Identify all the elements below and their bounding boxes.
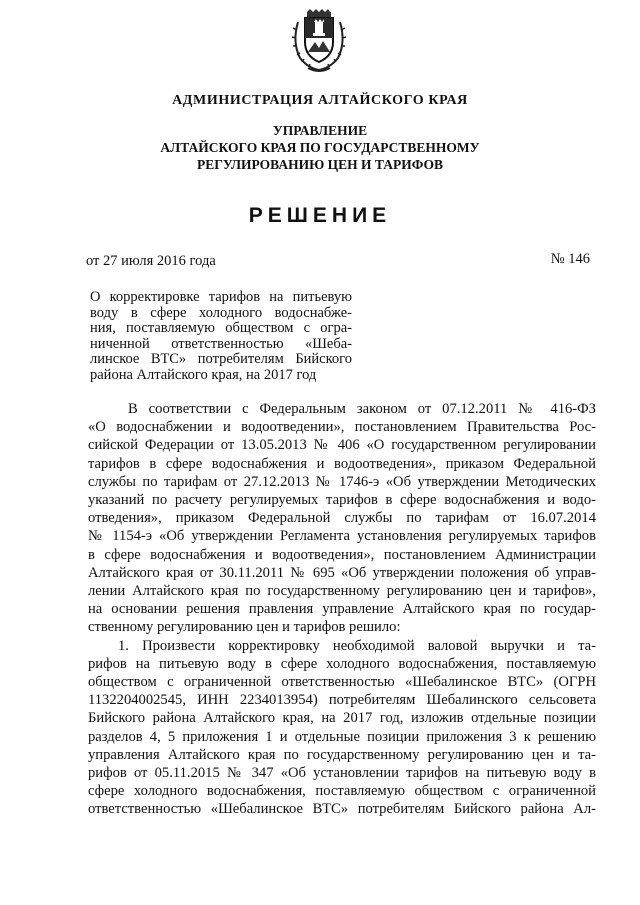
body-line: рифов на питьевую воду в сфере холодного водоснабжения, поставляемую <box>88 655 596 672</box>
body-line: 1132204002545, ИНН 2234013954) потребителям Шебалинского сельсовета <box>88 692 596 709</box>
body-line: В соответствии с Федеральным законом от 07.12.2011 № 416-ФЗ <box>128 401 596 417</box>
body-line: в сфере водоснабжения и водоотведения», постановлением Администрации <box>88 546 596 563</box>
document-subject <box>90 290 352 383</box>
department-line: УПРАВЛЕНИЕ <box>272 123 368 138</box>
subject-line: О корректировке тарифов на питьевую <box>90 289 352 305</box>
body-line: обществом с ограниченной ответственностью «Шебалинское ВТС» (ОГРН <box>88 674 596 691</box>
document-type-heading: РЕШЕНИЕ <box>248 204 392 227</box>
body-line: № 1154-э «Об утверждении Регламента установления регулируемых тарифов <box>88 528 596 545</box>
body-line: отведения», приказом Федеральной службы по тарифам от 16.07.2014 <box>88 510 596 527</box>
body-line: Бийского района Алтайского края, на 2017 год, изложив отдельные позиции <box>88 710 596 727</box>
subject-line: ния, поставляемую обществом с огра- <box>90 320 352 336</box>
department-name <box>0 122 640 173</box>
body-line: службы по тарифам от 27.12.2013 № 1746-э «Об утверждении Методических <box>88 473 596 490</box>
body-line: тарифов в сфере водоснабжения и водоотведения», приказом Федеральной <box>88 455 596 472</box>
subject-line: линское ВТС» потребителям Бийского <box>90 351 352 367</box>
body-line: лении Алтайского края по государственному регулированию цен и тарифов», <box>88 583 596 600</box>
body-line: сийской Федерации от 13.05.2013 № 406 «О государственном регулировании <box>88 437 596 454</box>
body-line: сфере холодного водоснабжения, поставляемую обществом с ограниченной <box>88 783 596 800</box>
body-line: Алтайского края от 30.11.2011 № 695 «Об утверждении положения об управ- <box>88 564 596 581</box>
body-line: рифов от 05.11.2015 № 347 «Об установлении тарифов на питьевую воду в <box>88 765 596 782</box>
body-line: «О водоснабжении и водоотведении», постановлением Правительства Рос- <box>88 419 596 436</box>
subject-line: района Алтайского края, на 2017 год <box>90 366 317 383</box>
body-line: разделов 4, 5 приложения 1 и отдельные позиции приложения 3 к решению <box>88 728 596 745</box>
document-number: № 146 <box>550 251 590 267</box>
body-line: управления Алтайского края по государственному регулированию цен и та- <box>88 746 596 763</box>
department-line: АЛТАЙСКОГО КРАЯ ПО ГОСУДАРСТВЕННОМУ <box>160 140 480 155</box>
subject-line: воду в сфере холодного водоснабже- <box>90 304 352 321</box>
subject-line: ниченной ответственностью «Шеба- <box>90 335 352 352</box>
body-line: указаний по расчету регулируемых тарифов в сфере водоснабжения и водо- <box>88 492 596 509</box>
body-line: 1. Произвести корректировку необходимой валовой выручки и та- <box>118 637 596 654</box>
body-line: ственному регулированию цен и тарифов решило: <box>88 619 401 636</box>
organization-title: АДМИНИСТРАЦИЯ АЛТАЙСКОГО КРАЯ <box>172 93 468 108</box>
body-line: на основании решения правления управление Алтайского края по государ- <box>88 601 596 618</box>
altai-krai-coat-of-arms-icon <box>290 8 348 74</box>
document-body <box>88 400 596 819</box>
body-line: ответственностью «Шебалинское ВТС» потребителям Бийского района Ал- <box>88 801 596 818</box>
document-date: от 27 июля 2016 года <box>86 253 216 269</box>
department-line: РЕГУЛИРОВАНИЮ ЦЕН И ТАРИФОВ <box>196 157 444 172</box>
